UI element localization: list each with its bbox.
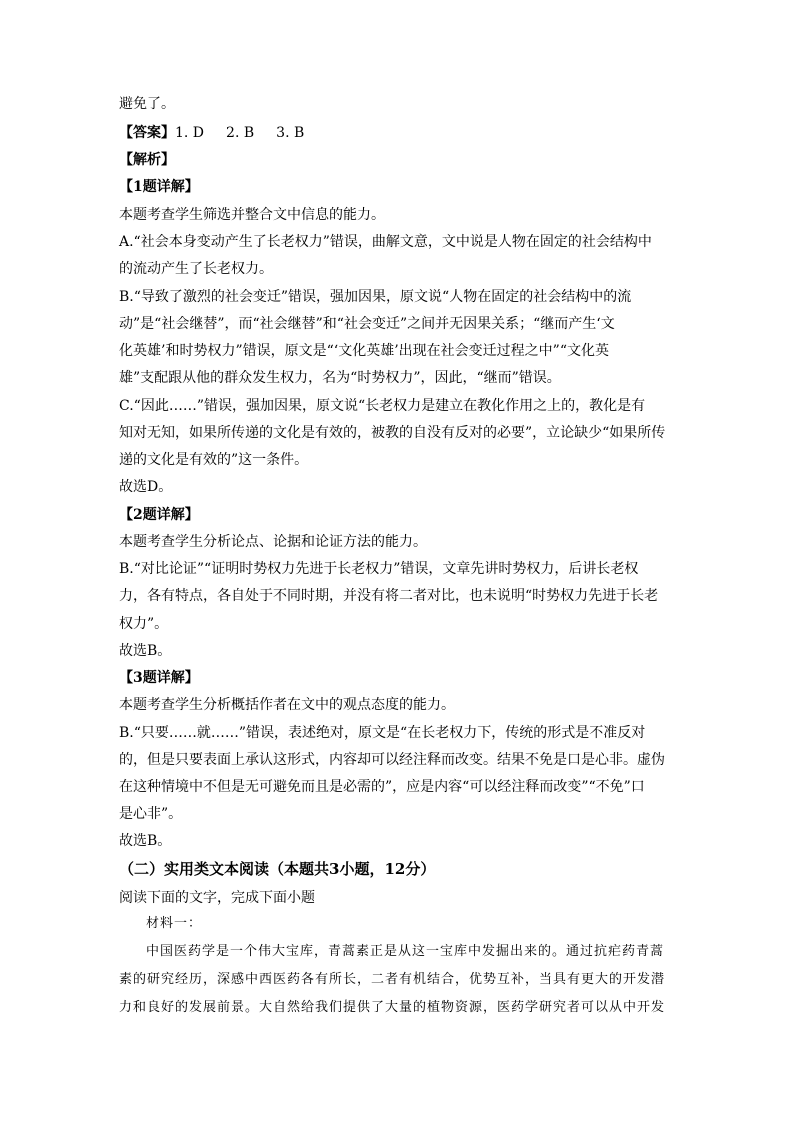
text-line: B.“导致了激烈的社会变迁”错误，强加因果，原文说“人物在固定的社会结构中的流 bbox=[119, 289, 632, 305]
material-line: 中国医药学是一个伟大宝库，青蒿素正是从这一宝库中发掘出来的。通过抗疟药青蒿 bbox=[146, 944, 665, 959]
text-line: 知对无知，如果所传递的文化是有效的，被教的自没有反对的必要”，立论缺少“如果所传 bbox=[119, 425, 666, 441]
material-line: 力和良好的发展前景。大自然给我们提供了大量的植物资源，医药学研究者可以从中开发 bbox=[119, 1000, 666, 1015]
text-line: 力，各有特点，各自处于不同时期，并没有将二者对比，也未说明“时势权力先进于长老 bbox=[119, 588, 659, 604]
text-line: A.“社会本身变动产生了长老权力”错误，曲解文意，文中说是人物在固定的社会结构中 bbox=[119, 234, 652, 250]
q1-heading: 【1题详解】 bbox=[119, 179, 199, 195]
instruction-text: 阅读下面的文字，完成下面小题 bbox=[119, 890, 315, 906]
answer-label: 【答案】 bbox=[119, 125, 175, 141]
text-line: 避免了。 bbox=[119, 96, 175, 112]
text-line: 权力”。 bbox=[119, 616, 169, 632]
text-line: 的，但是只要表面上承认这形式，内容却可以经注释而改变。结果不免是口是心非。虚伪 bbox=[119, 752, 665, 768]
analysis-heading: 【解析】 bbox=[119, 152, 175, 168]
text-line: 在这种情境中不但是无可避免而且是必需的”，应是内容“可以经注释而改变”“不免”口 bbox=[119, 779, 645, 795]
text-line: 是心非”。 bbox=[119, 806, 183, 822]
material-label: 材料一： bbox=[146, 916, 203, 931]
text-line: C.“因此……”错误，强加因果，原文说“长老权力是建立在教化作用之上的，教化是有 bbox=[119, 398, 646, 414]
text-line: 化英雄’和时势权力”错误，原文是“‘文化英雄’出现在社会变迁过程之中”“文化英 bbox=[119, 343, 609, 359]
answer-item: 2. B bbox=[226, 125, 255, 141]
text-line: 故选B。 bbox=[119, 643, 172, 659]
q2-heading: 【2题详解】 bbox=[119, 507, 199, 523]
text-line: 递的文化是有效的”这一条件。 bbox=[119, 452, 309, 468]
text-line: B.“只要……就……”错误，表述绝对，原文是“在长老权力下，传统的形式是不准反对 bbox=[119, 725, 646, 741]
material-line: 素的研究经历，深感中西医药各有所长，二者有机结合，优势互补，当具有更大的开发潜 bbox=[119, 972, 666, 987]
text-line: 本题考查学生分析论点、论据和论证方法的能力。 bbox=[119, 534, 427, 550]
text-line: B.“对比论证”“证明时势权力先进于长老权力”错误，文章先讲时势权力，后讲长老权 bbox=[119, 561, 639, 577]
text-line: 本题考查学生筛选并整合文中信息的能力。 bbox=[119, 207, 385, 223]
text-line: 故选D。 bbox=[119, 479, 173, 495]
text-line: 雄”支配跟从他的群众发生权力，名为“时势权力”，因此，“继而”错误。 bbox=[119, 370, 561, 386]
text-line: 的流动产生了长老权力。 bbox=[119, 261, 273, 277]
section-title: （二）实用类文本阅读（本题共3小题，12分） bbox=[119, 860, 436, 878]
answer-item: 1. D bbox=[175, 125, 205, 141]
text-line: 本题考查学生分析概括作者在文中的观点态度的能力。 bbox=[119, 697, 455, 713]
answer-item: 3. B bbox=[276, 125, 305, 141]
text-line: 动”是“社会继替”，而“社会继替”和“社会变迁”之间并无因果关系；“继而产生‘文 bbox=[119, 316, 615, 332]
text-line: 故选B。 bbox=[119, 833, 172, 849]
q3-heading: 【3题详解】 bbox=[119, 670, 199, 686]
answer-line bbox=[119, 124, 679, 142]
